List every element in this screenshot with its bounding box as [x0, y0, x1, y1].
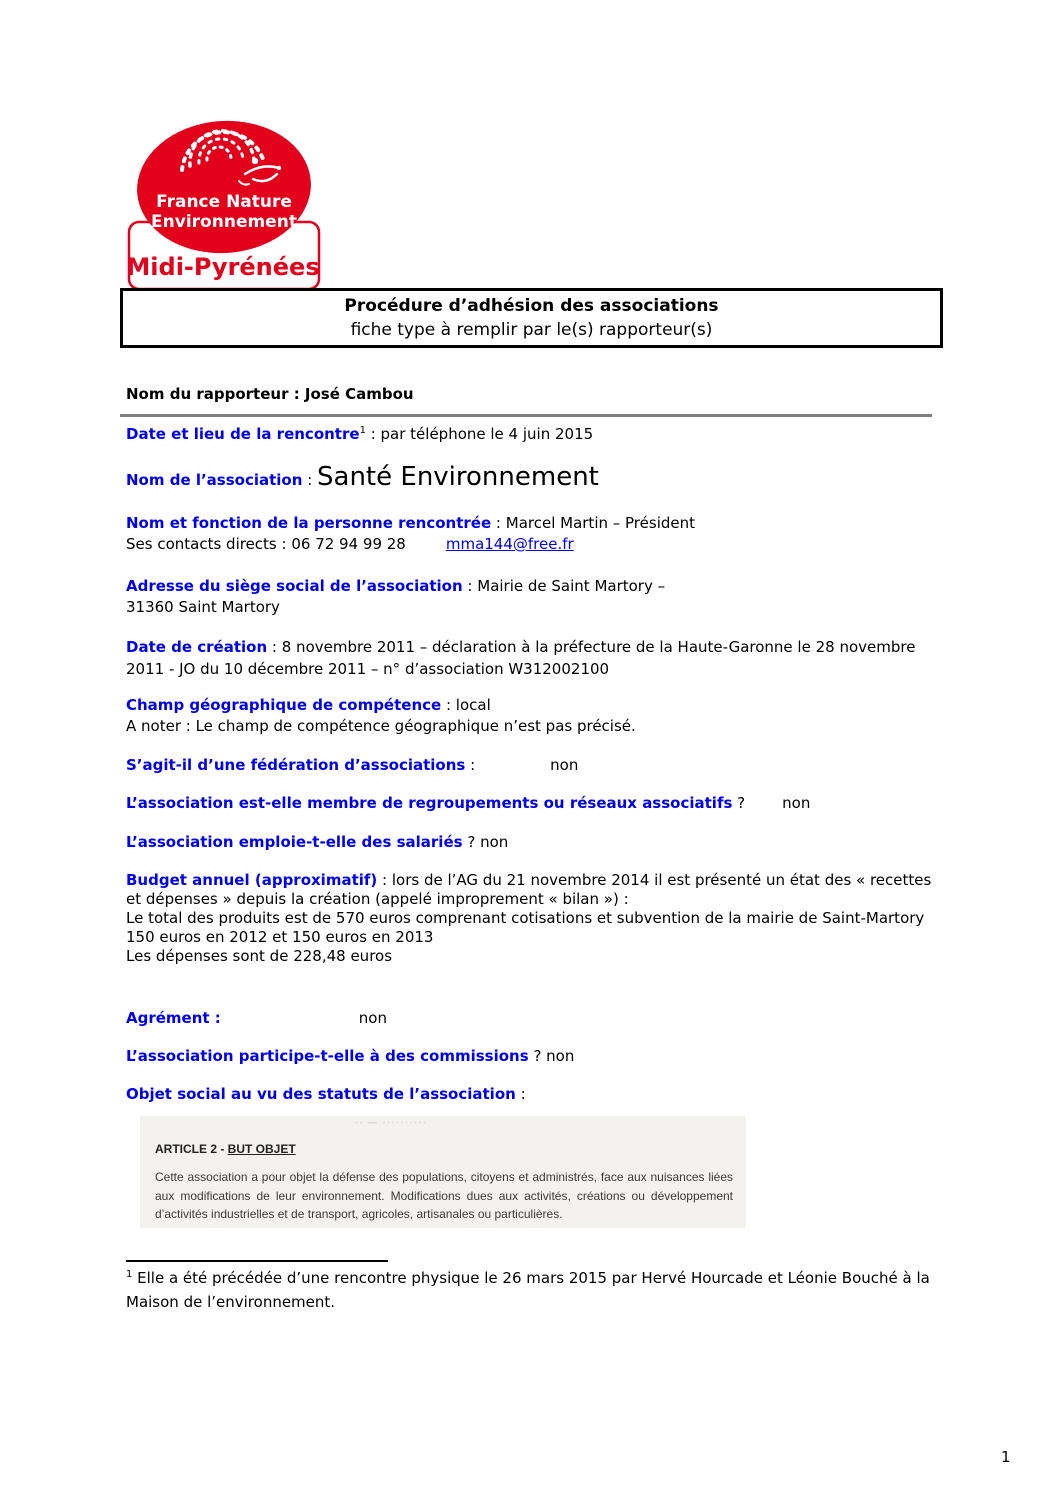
logo-org-line1: France Nature: [156, 192, 292, 212]
commissions-label: L’association participe-t-elle à des commissions: [126, 1047, 529, 1065]
document-title: Procédure d’adhésion des associations: [344, 296, 719, 316]
budget-line2: Le total des produits est de 570 euros comprenant cotisations et subvention de la mairie de Saint-Martory 150 euros en 2012 et 150 euros en 2013: [126, 909, 930, 946]
regroupements-value: non: [782, 794, 811, 812]
field-personne: [126, 513, 938, 555]
champ-value: local: [455, 696, 491, 714]
footnote-separator: [126, 1260, 388, 1262]
field-salaries: [126, 832, 938, 853]
field-adresse: [126, 576, 938, 618]
association-name: Santé Environnement: [317, 462, 599, 492]
commissions-value: non: [546, 1047, 575, 1065]
scan-heading-prefix: ARTICLE 2 -: [155, 1142, 228, 1156]
salaries-label: L’association emploie-t-elle des salariés: [126, 833, 463, 851]
footnote-number: 1: [126, 1269, 133, 1280]
horizontal-rule: [120, 414, 932, 417]
budget-line1: [126, 871, 941, 909]
footnote: [126, 1266, 936, 1314]
champ-sep: :: [441, 696, 456, 714]
salaries-value: non: [480, 833, 509, 851]
budget-value: lors de l’AG du 21 novembre 2014 il est présenté un état des « recettes et dépenses » depuis la création (appelé improprement « bilan ») :: [126, 871, 937, 908]
scan-heading-underlined: BUT OBJET: [227, 1142, 296, 1156]
field-champ: [126, 695, 938, 737]
fne-logo-graphic: [127, 108, 327, 293]
champ-note: A noter : Le champ de compétence géographique n’est pas précisé.: [126, 717, 636, 735]
objet-label: Objet social au vu des statuts de l’association: [126, 1085, 516, 1103]
statutes-scan-image: [140, 1116, 746, 1228]
field-federation: [126, 755, 938, 776]
field-budget: [126, 871, 941, 966]
creation-label: Date de création: [126, 638, 268, 656]
field-objet: [126, 1084, 938, 1105]
title-box: [120, 288, 943, 348]
rapporteur-text: Nom du rapporteur : José Cambou: [126, 385, 414, 403]
email-link[interactable]: mma144@free.fr: [445, 535, 574, 553]
adresse-value: Mairie de Saint Martory –: [477, 577, 666, 595]
contacts-text: Ses contacts directs : 06 72 94 99 28: [126, 535, 406, 553]
federation-label: S’agit-il d’une fédération d’associations: [126, 756, 466, 774]
champ-label: Champ géographique de compétence: [126, 696, 442, 714]
association-sep: :: [302, 471, 318, 489]
champ-line: [126, 695, 938, 716]
field-creation: [126, 636, 941, 680]
rencontre-label: Date et lieu de la rencontre: [126, 425, 360, 443]
rencontre-value: par téléphone le 4 juin 2015: [380, 425, 594, 443]
commissions-sep: ?: [528, 1047, 547, 1065]
adresse-line1: [126, 576, 938, 597]
agrement-value: non: [358, 1009, 387, 1027]
field-commissions: [126, 1046, 938, 1067]
field-regroupements: [126, 793, 956, 814]
scan-heading: [155, 1142, 296, 1156]
personne-line: [126, 513, 938, 534]
document-subtitle: fiche type à remplir par le(s) rapporteur(s): [350, 320, 713, 340]
field-agrement: [126, 1008, 938, 1029]
adresse-line2: 31360 Saint Martory: [126, 598, 280, 616]
field-rapporteur: [126, 384, 938, 405]
scan-body-text: Cette association a pour objet la défense des populations, citoyens et administrés, face aux nuisances liées aux modifications de leur environnement. Modifications dues aux activités, créations ou développement d’activités industrielles et de transport, agricoles, artisanales ou particulières.: [155, 1170, 733, 1221]
adresse-label: Adresse du siège social de l’association: [126, 577, 463, 595]
agrement-label: Agrément :: [126, 1009, 221, 1027]
salaries-sep: ?: [462, 833, 481, 851]
federation-value: non: [550, 756, 579, 774]
fne-logo: [127, 108, 327, 293]
personne-label: Nom et fonction de la personne rencontrée: [126, 514, 492, 532]
logo-region-label: Midi-Pyrénées: [127, 253, 320, 281]
objet-sep: :: [515, 1085, 526, 1103]
page-number: 1: [1001, 1448, 1011, 1466]
creation-value: 8 novembre 2011 – déclaration à la préfecture de la Haute-Garonne le 28 novembre 2011 - JO du 10 décembre 2011 – n° d’association W312002100: [126, 638, 921, 678]
budget-label: Budget annuel (approximatif): [126, 871, 378, 889]
field-association: [126, 462, 938, 492]
field-rencontre: [126, 424, 938, 445]
regroupements-sep: ?: [732, 794, 746, 812]
adresse-sep: :: [462, 577, 478, 595]
rencontre-sep: :: [365, 425, 381, 443]
scan-smudge: ·· — ··········: [355, 1117, 428, 1127]
budget-sep: :: [377, 871, 392, 889]
logo-org-line2: Environnement: [151, 212, 297, 232]
regroupements-label: L’association est-elle membre de regroupements ou réseaux associatifs: [126, 794, 733, 812]
contacts-line: [126, 534, 938, 555]
budget-line3: Les dépenses sont de 228,48 euros: [126, 947, 393, 965]
association-label: Nom de l’association: [126, 471, 303, 489]
footnote-text: Elle a été précédée d’une rencontre physique le 26 mars 2015 par Hervé Hourcade et Léonie Bouché à la Maison de l’environnement.: [126, 1269, 935, 1311]
federation-sep: :: [465, 756, 476, 774]
footnote-ref-1: 1: [359, 425, 366, 436]
creation-sep: :: [267, 638, 282, 656]
personne-value: Marcel Martin – Président: [505, 514, 695, 532]
personne-sep: :: [491, 514, 506, 532]
